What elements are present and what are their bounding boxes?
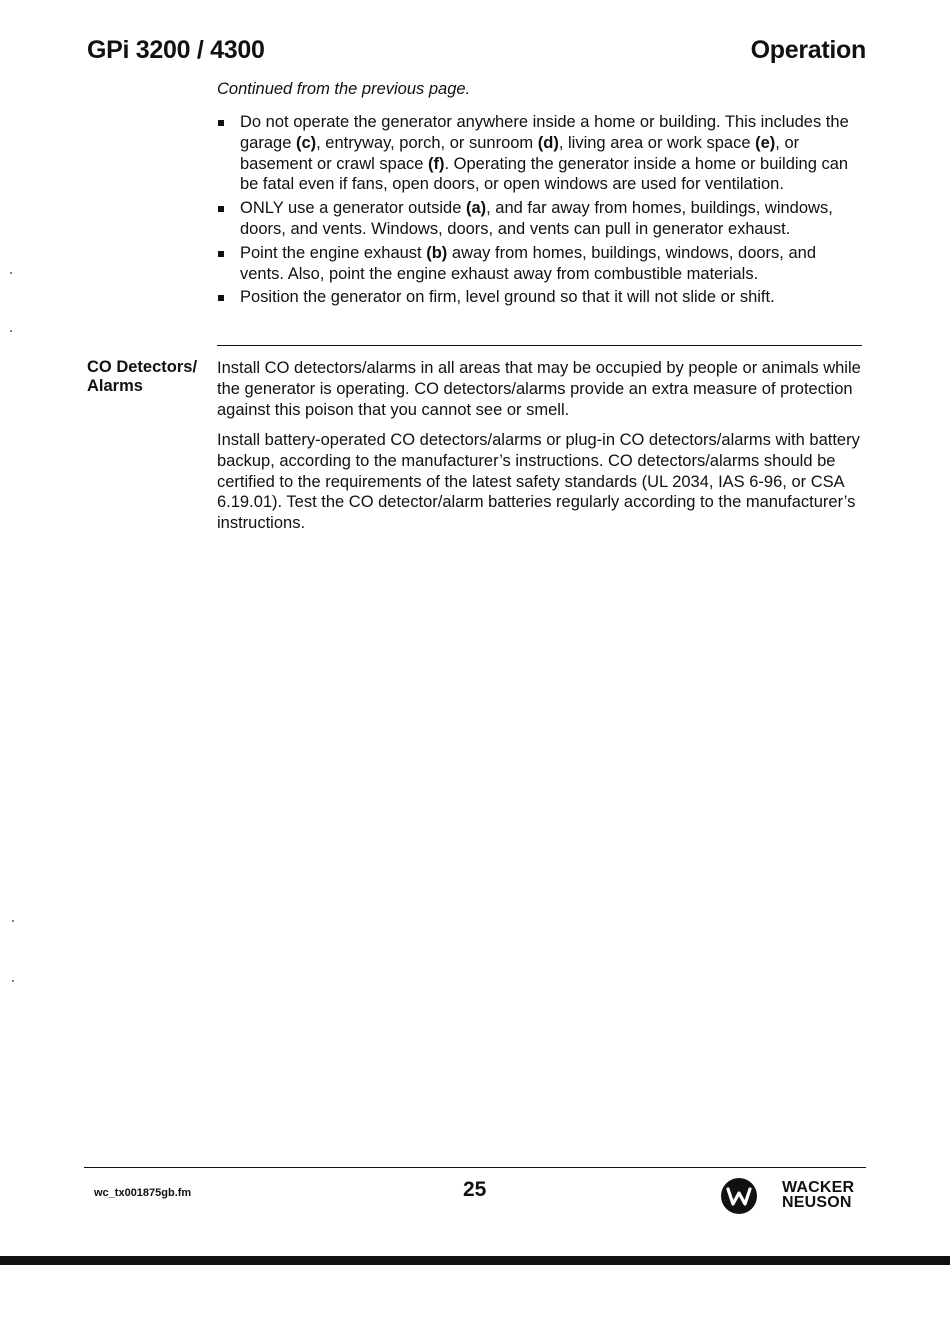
wacker-neuson-logo-icon <box>720 1177 758 1215</box>
continued-note: Continued from the previous page. <box>217 80 471 98</box>
footer-rule <box>84 1167 866 1168</box>
section-divider <box>217 345 862 346</box>
safety-bullet-item <box>217 198 862 240</box>
brand-line-2: NEUSON <box>782 1194 852 1211</box>
figure-reference: (a) <box>465 199 487 218</box>
footer-filename: wc_tx001875gb.fm <box>94 1187 192 1199</box>
document-model-title: GPi 3200 / 4300 <box>87 36 265 64</box>
figure-reference: (f) <box>428 154 445 173</box>
scan-speck <box>10 330 12 332</box>
safety-bullet-item <box>217 243 862 285</box>
figure-reference: (e) <box>755 133 776 152</box>
scan-speck <box>12 980 14 982</box>
safety-bullet-list <box>217 112 862 311</box>
co-paragraph-2: Install battery-operated CO detectors/alarms or plug-in CO detectors/alarms with battery backup, according to the manufacturer’s instructions. CO detectors/alarms should be certified to the requirements of the latest safety standards (UL 2034, IAS 6-96, or CSA 6.19.01). Test the CO detector/alarm batteries regularly according to the manufacturer’s instructions. <box>217 431 860 533</box>
page-number: 25 <box>463 1178 487 1201</box>
figure-reference: (b) <box>426 243 448 262</box>
bullet-square-icon <box>218 251 224 257</box>
bullet-text: . Operating the generator inside a home or building can be fatal even if fans, open doors, or open windows are used for ventilation. <box>240 154 849 194</box>
scan-speck <box>10 272 12 274</box>
bullet-text: Position the generator on firm, level ground so that it will not slide or shift. <box>240 288 775 307</box>
bullet-square-icon <box>218 120 224 126</box>
bullet-text: ONLY use a generator outside <box>240 199 466 218</box>
figure-reference: (d) <box>537 133 559 152</box>
safety-bullet-item <box>217 287 862 308</box>
bullet-text: , or basement or crawl space <box>240 133 800 173</box>
brand-line-1: WACKER <box>782 1179 855 1196</box>
brand-wordmark <box>782 1180 854 1210</box>
co-paragraph-1: Install CO detectors/alarms in all areas that may be occupied by people or animals while the generator is operating. CO detectors/alarms provide an extra measure of protection against this poison that you cannot see or smell. <box>217 359 861 419</box>
bullet-square-icon <box>218 206 224 212</box>
bullet-text: Point the engine exhaust <box>240 243 427 262</box>
scan-speck <box>12 920 14 922</box>
bullet-text: Do not operate the generator anywhere inside a home or building. This includes the garage <box>240 113 849 152</box>
safety-bullet-item <box>217 112 862 195</box>
figure-reference: (c) <box>295 133 317 152</box>
co-section-heading: CO Detectors/ Alarms <box>87 358 198 395</box>
bullet-square-icon <box>218 295 224 301</box>
bullet-text: , living area or work space <box>558 133 756 152</box>
bullet-text: , entryway, porch, or sunroom <box>316 133 538 152</box>
section-title: Operation <box>750 36 866 64</box>
bullet-text: away from homes, buildings, windows, doors, and vents. Also, point the engine exhaust away from combustible materials. <box>240 243 816 283</box>
bullet-text: , and far away from homes, buildings, windows, doors, and vents. Windows, doors, and vents can pull in generator exhaust. <box>240 199 833 238</box>
page-bottom-bar <box>0 1256 950 1265</box>
